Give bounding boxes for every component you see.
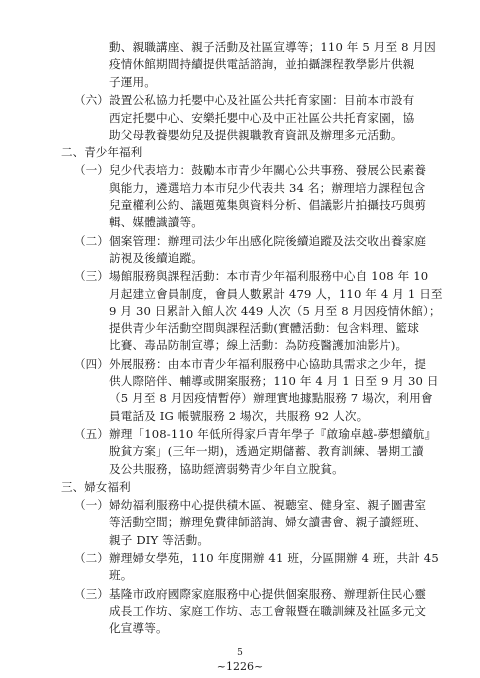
paragraph-line: 辦理「108-110 年低所得家戶青年學子『啟瑜卓越-夢想續航』 xyxy=(109,427,437,442)
paragraph-line: 動、親職講座、親子活動及社區宣導等；110 年 5 月至 8 月因 xyxy=(109,40,436,54)
paragraph-line: 9 月 30 日累計入館人次 449 人次（5 月至 8 月因疫情休館）； xyxy=(109,303,441,318)
paragraph-line: 脫貧方案」(三年一期)，透過定期儲蓄、教育訓練、暑期工讀 xyxy=(109,444,424,459)
paragraph-line: 及公共服務，協助經濟弱勢青少年自立脫貧。 xyxy=(109,461,344,476)
section-heading: 三、婦女福利 xyxy=(61,480,131,495)
item-label: （一） xyxy=(74,498,109,513)
paragraph-line: 等活動空間；辦理免費律師諮詢、婦女讀書會、親子讀經班、 xyxy=(109,515,427,530)
paragraph-line: 訪視及後續追蹤。 xyxy=(109,250,203,265)
paragraph-line: （5 月至 8 月因疫情暫停）辦理實地據點服務 7 場次，利用會 xyxy=(109,391,433,406)
section-heading: 二、青少年福利 xyxy=(61,145,143,160)
paragraph-line: 供人際陪伴、輔導或開案服務；110 年 4 月 1 日至 9 月 30 日 xyxy=(109,374,439,389)
paragraph-line: 疫情休館期間持續提供電話諮詢，並拍攝課程教學影片供親 xyxy=(109,57,415,72)
paragraph-line: 輯、媒體識讀等。 xyxy=(109,215,203,230)
paragraph-line: 員電話及 IG 帳號服務 2 場次，共服務 92 人次。 xyxy=(109,408,369,423)
paragraph-line: 化宣導等。 xyxy=(109,621,168,636)
item-label: （四） xyxy=(74,356,109,371)
item-label: （二） xyxy=(74,551,109,566)
paragraph-line: 提供青少年活動空間與課程活動(實體活動：包含料理、籃球 xyxy=(109,321,420,336)
item-label: （一） xyxy=(74,163,109,178)
paragraph-line: 親子 DIY 等活動。 xyxy=(109,532,210,547)
item-label: （二） xyxy=(74,233,109,248)
paragraph-line: 子運用。 xyxy=(109,74,156,89)
paragraph-line: 比賽、毒品防制宣導；線上活動：為防疫醫護加油影片)。 xyxy=(109,338,408,353)
paragraph-line: 設置公私協力托嬰中心及社區公共托育家園：目前本市設有 xyxy=(109,93,415,108)
paragraph-line: 個案管理：辦理司法少年出感化院後續追蹤及法交收出養家庭 xyxy=(109,233,427,248)
paragraph-line: 場館服務與課程活動：本市青少年福利服務中心自 108 年 10 xyxy=(109,269,429,284)
item-label: （三） xyxy=(74,269,109,284)
paragraph-line: 班。 xyxy=(109,568,133,583)
item-label: （五） xyxy=(74,427,109,442)
paragraph-line: 助父母教養嬰幼兒及提供親職教育資訊及辦理多元活動。 xyxy=(109,127,403,142)
paragraph-line: 婦幼福利服務中心提供積木區、視聽室、健身室、親子圖書室 xyxy=(109,498,427,513)
item-label: （三） xyxy=(74,586,109,601)
paragraph-line: 外展服務：由本市青少年福利服務中心協助具需求之少年，提 xyxy=(109,356,427,371)
paragraph-line: 兒童權利公約、議題蒐集與資料分析、倡議影片拍攝技巧與剪 xyxy=(109,197,427,212)
paragraph-line: 與能力，遴選培力本市兒少代表共 34 名；辦理培力課程包含 xyxy=(109,180,426,195)
paragraph-line: 兒少代表培力：鼓勵本市青少年關心公共事務、發展公民素養 xyxy=(109,163,427,178)
paragraph-line: 西定托嬰中心、安樂托嬰中心及中正社區公共托育家園，協 xyxy=(109,110,415,125)
paragraph-line: 月起建立會員制度，會員人數累計 479 人，110 年 4 月 1 日至 xyxy=(109,286,443,301)
paragraph-line: 成長工作坊、家庭工作坊、志工會報暨在職訓練及社區多元文 xyxy=(109,604,427,619)
item-label: （六） xyxy=(74,93,109,108)
page-footer: ~1226~ xyxy=(216,660,264,673)
paragraph-line: 辦理婦女學苑，110 年度開辦 41 班，分區開辦 4 班，共計 45 xyxy=(109,551,439,566)
paragraph-line: 基隆市政府國際家庭服務中心提供個案服務、辦理新住民心靈 xyxy=(109,586,427,601)
page-number: 5 xyxy=(237,648,243,658)
